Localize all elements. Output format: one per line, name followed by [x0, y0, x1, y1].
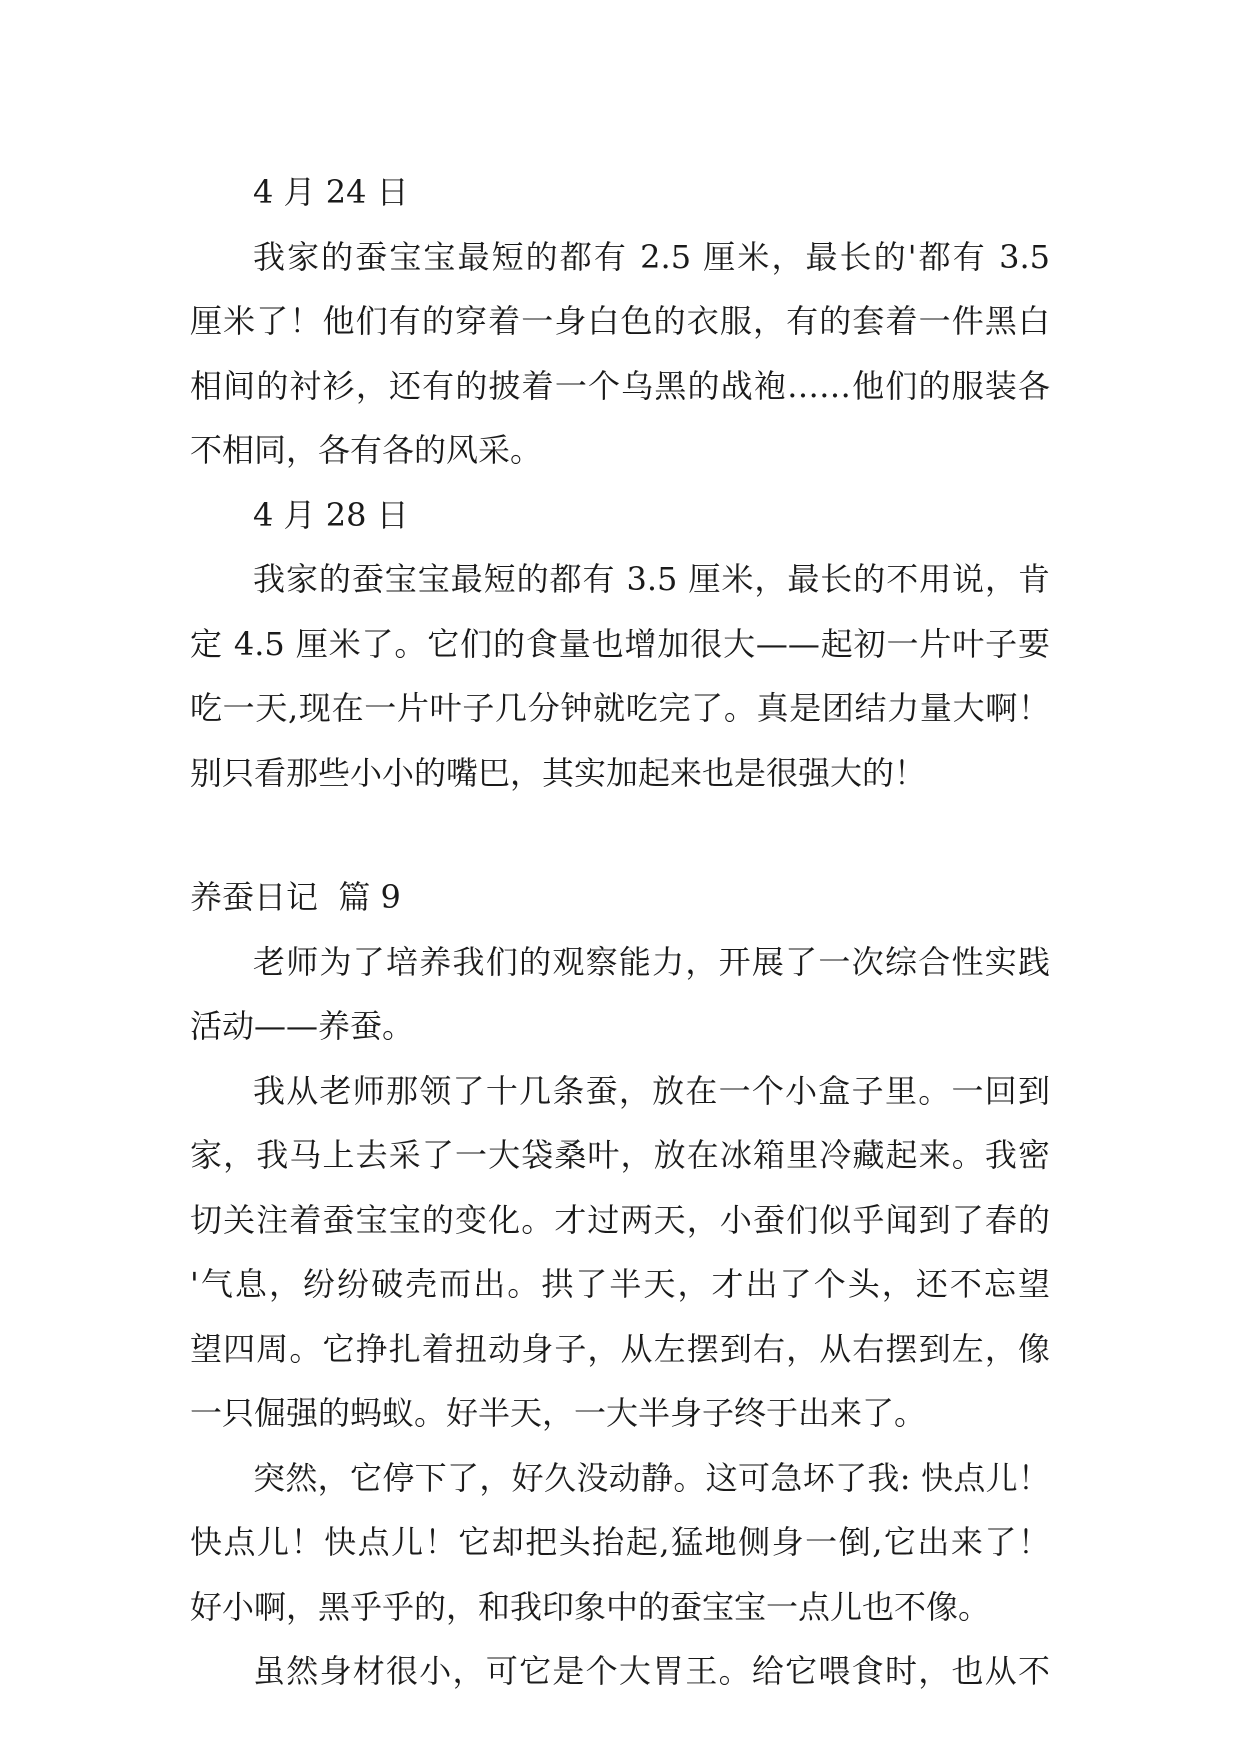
paragraph-line: 我从老师那领了十几条蚕，放在一个小盒子里。一回到 [253, 1071, 1050, 1110]
section-gap [190, 805, 1050, 865]
paragraph-line: 厘米了！他们有的穿着一身白色的衣服，有的套着一件黑白 [190, 302, 1050, 340]
text-column [190, 160, 1050, 1704]
paragraph-line: 家，我马上去采了一大袋桑叶，放在冰箱里冷藏起来。我密 [190, 1136, 1050, 1174]
section-title: 养蚕日记 篇 9 [190, 878, 401, 916]
paragraph-line: 我家的蚕宝宝最短的都有 3.5 厘米，最长的不用说，肯 [253, 560, 1050, 598]
paragraph-line: '气息，纷纷破壳而出。拱了半天，才出了个头，还不忘望 [190, 1265, 1050, 1303]
paragraph-intro [190, 930, 1050, 1059]
paragraph-line: 突然，它停下了，好久没动静。这可急坏了我: 快点儿！ [253, 1458, 1050, 1497]
paragraph-line: 好小啊，黑乎乎的，和我印象中的蚕宝宝一点儿也不像。 [190, 1587, 991, 1626]
paragraph-apr-28 [190, 547, 1050, 805]
paragraph-line: 我家的蚕宝宝最短的都有 2.5 厘米，最长的'都有 3.5 [253, 237, 1050, 276]
paragraph-line: 切关注着蚕宝宝的变化。才过两天，小蚕们似乎闻到了春的 [190, 1200, 1050, 1239]
paragraph-apr-24 [190, 225, 1050, 483]
paragraph-line: 快点儿！快点儿！它却把头抬起,猛地侧身一倒,它出来了！ [190, 1523, 1050, 1561]
diary-date-apr-28: 4 月 28 日 [253, 495, 409, 534]
paragraph-line: 相间的衬衫，还有的披着一个乌黑的战袍……他们的服装各 [190, 366, 1050, 405]
paragraph-emerged [190, 1446, 1050, 1640]
paragraph-line: 别只看那些小小的嘴巴，其实加起来也是很强大的！ [190, 753, 927, 792]
paragraph-line: 吃一天,现在一片叶子几分钟就吃完了。真是团结力量大啊！ [190, 689, 1050, 727]
paragraph-line: 虽然身材很小，可它是个大胃王。给它喂食时，也从不 [253, 1652, 1050, 1690]
paragraph-line: 活动——养蚕。 [190, 1007, 415, 1045]
paragraph-line: 望四周。它挣扎着扭动身子，从左摆到右，从右摆到左，像 [190, 1329, 1050, 1368]
paragraph-appetite [190, 1639, 1050, 1704]
paragraph-line: 老师为了培养我们的观察能力，开展了一次综合性实践 [253, 942, 1050, 981]
paragraph-hatching [190, 1059, 1050, 1446]
paragraph-line: 定 4.5 厘米了。它们的食量也增加很大——起初一片叶子要 [190, 624, 1050, 663]
diary-date-apr-24: 4 月 24 日 [253, 173, 409, 211]
paragraph-line: 不相同，各有各的风采。 [190, 431, 543, 469]
paragraph-line: 一只倔强的蚂蚁。好半天，一大半身子终于出来了。 [190, 1394, 927, 1432]
